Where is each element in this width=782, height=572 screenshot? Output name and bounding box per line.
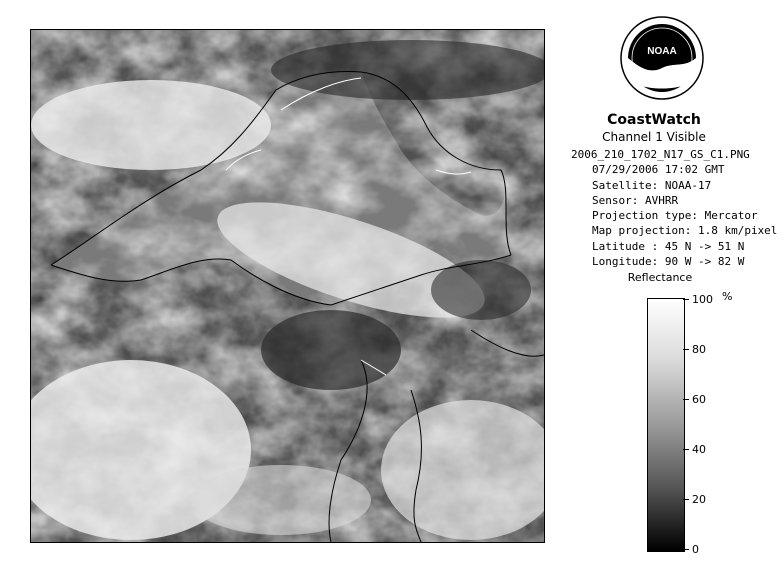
satellite-label: Satellite: NOAA-17: [592, 179, 712, 192]
cloud-west: [31, 80, 271, 170]
noaa-logo-icon: [620, 16, 704, 100]
colorbar-tick: [683, 349, 689, 350]
colorbar-tick-label: 100: [692, 293, 713, 306]
latitude-label: Latitude : 45 N -> 51 N: [592, 240, 745, 253]
colorbar-tick: [683, 449, 689, 450]
colorbar-tick-label: 80: [692, 343, 706, 356]
longitude-label: Longitude: 90 W -> 82 W: [592, 255, 745, 268]
map-projection-label: Map projection: 1.8 km/pixel: [592, 224, 778, 237]
noaa-logo-text: NOAA: [647, 46, 677, 57]
cloud-south: [191, 465, 371, 535]
datetime-label: 07/29/2006 17:02 GMT: [592, 163, 725, 176]
app-title: CoastWatch: [607, 112, 701, 128]
projection-type-label: Projection type: Mercator: [592, 209, 758, 222]
colorbar-tick: [683, 399, 689, 400]
colorbar-tick: [683, 499, 689, 500]
satellite-image: [31, 30, 544, 542]
reflectance-colorbar: [647, 298, 685, 552]
colorbar-tick-label: 0: [692, 543, 699, 556]
satellite-map: [30, 29, 545, 543]
colorbar-tick: [683, 299, 689, 300]
colorbar-unit: %: [722, 290, 733, 303]
colorbar-tick-label: 60: [692, 393, 706, 406]
colorbar-tick-label: 40: [692, 443, 706, 456]
colorbar-title: Reflectance: [627, 271, 693, 284]
colorbar-tick-label: 20: [692, 493, 706, 506]
land-dark-central: [261, 310, 401, 390]
channel-subtitle: Channel 1 Visible: [602, 130, 706, 144]
land-dark-north: [271, 40, 544, 100]
sensor-label: Sensor: AVHRR: [592, 194, 679, 207]
filename-label: 2006_210_1702_N17_GS_C1.PNG: [571, 148, 750, 161]
colorbar-tick: [683, 549, 689, 550]
